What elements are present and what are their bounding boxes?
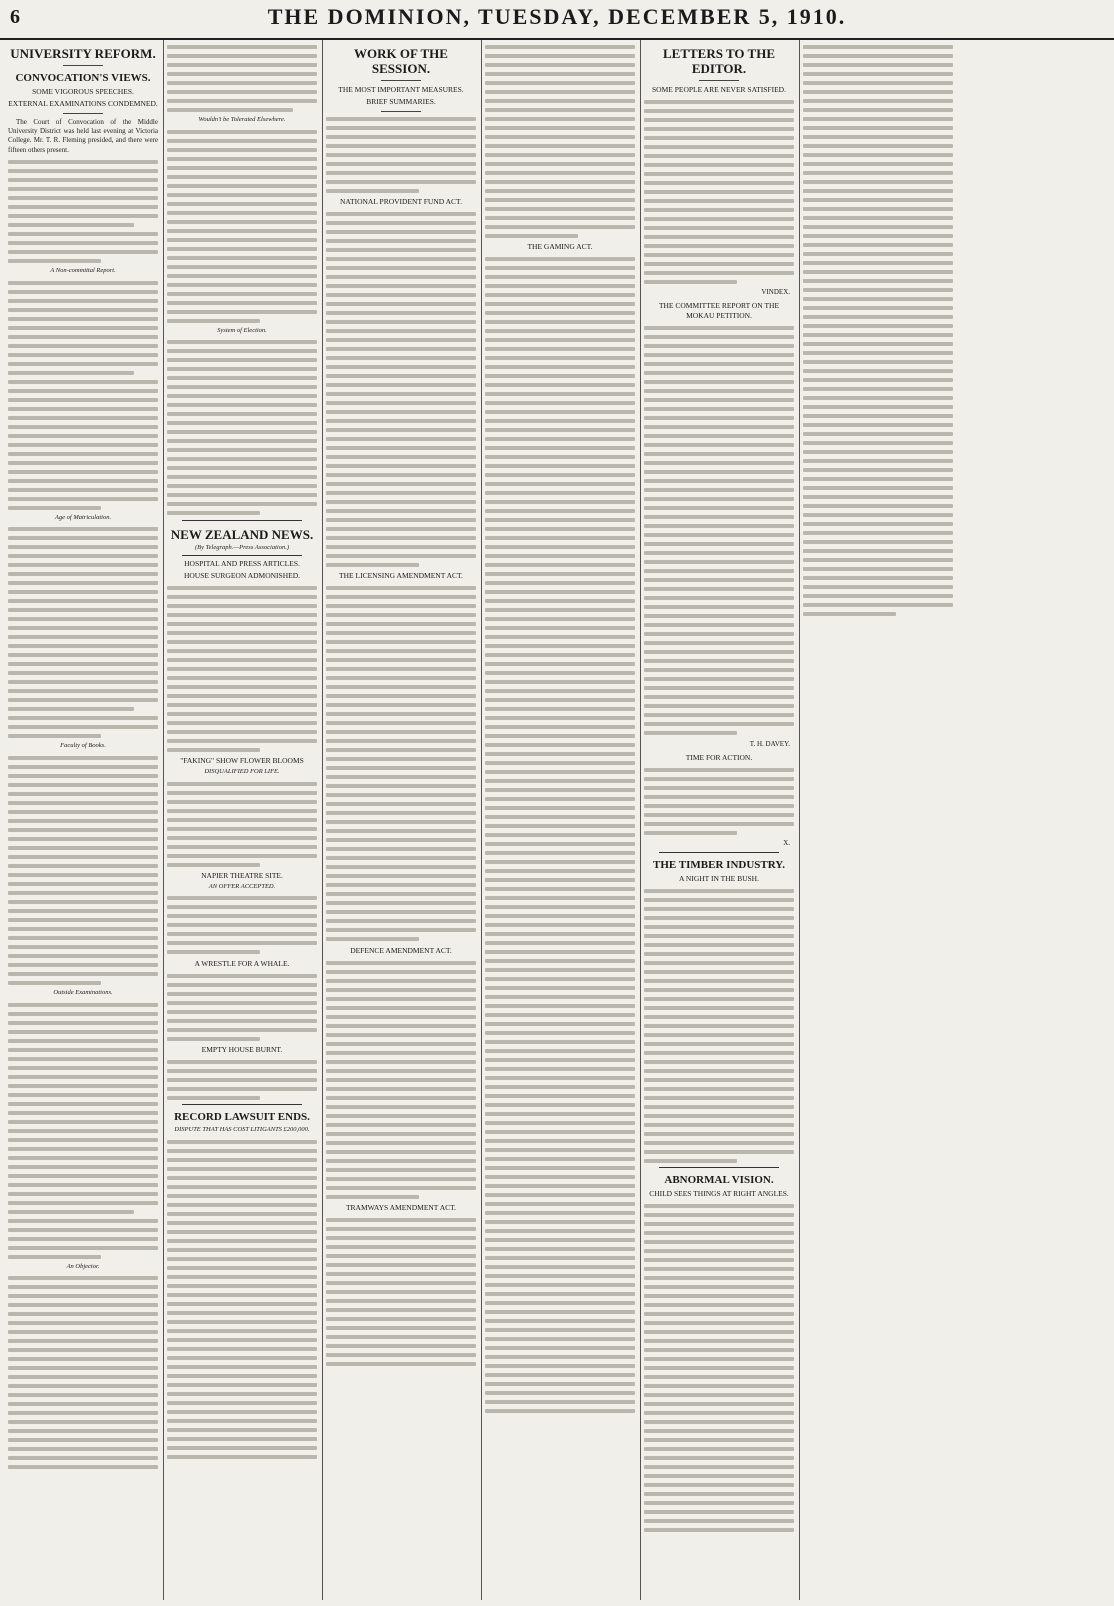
- column-5: [644, 40, 794, 1600]
- article-text: [326, 586, 476, 941]
- article-text: [167, 1060, 317, 1100]
- subhead-gaming: THE GAMING ACT.: [527, 242, 593, 252]
- article-text: [326, 212, 476, 567]
- separator: [182, 1104, 302, 1105]
- subhead-matriculation: Age of Matriculation.: [54, 513, 112, 521]
- article-text: [8, 281, 158, 510]
- article-text: [167, 45, 317, 112]
- columns: [0, 40, 1114, 1606]
- subhead-empty-house: EMPTY HOUSE BURNT.: [201, 1044, 283, 1054]
- subhead-election: System of Election.: [217, 326, 267, 334]
- headline-timber: THE TIMBER INDUSTRY.: [653, 859, 785, 872]
- subhead-objector: An Objector.: [66, 1262, 100, 1270]
- article-text: [167, 586, 317, 752]
- article-text: [167, 896, 317, 954]
- subhead-measures: THE MOST IMPORTANT MEASURES.: [338, 85, 464, 94]
- abnormal-vision-dek: CHILD SEES THINGS AT RIGHT ANGLES.: [649, 1189, 789, 1199]
- subhead-house-surgeon: HOUSE SURGEON ADMONISHED.: [183, 571, 301, 581]
- column-6: [803, 40, 953, 1600]
- article-text: [644, 768, 794, 835]
- article-text: [8, 1003, 158, 1259]
- column-rule: [799, 40, 800, 1600]
- subhead-offer: AN OFFER ACCEPTED.: [208, 882, 276, 890]
- column-3: [326, 40, 476, 1600]
- column-2: [167, 40, 317, 1600]
- subhead-whale: A WRESTLE FOR A WHALE.: [194, 958, 290, 968]
- article-text: [167, 974, 317, 1041]
- column-rule: [163, 40, 164, 1600]
- subhead-provident-fund: NATIONAL PROVIDENT FUND ACT.: [340, 197, 462, 207]
- separator: [63, 113, 103, 114]
- subhead-faking: "FAKING" SHOW FLOWER BLOOMS: [180, 756, 304, 766]
- article-text: [8, 756, 158, 985]
- article-text: [167, 782, 317, 867]
- subhead-speeches: SOME VIGOROUS SPEECHES.: [32, 87, 134, 96]
- article-text: [326, 117, 476, 193]
- record-lawsuit-dek: DISPUTE THAT HAS COST LITIGANTS £200,000.: [174, 1126, 310, 1133]
- article-text: [644, 100, 794, 284]
- headline-letters: LETTERS TO THE EDITOR.: [662, 46, 775, 76]
- separator: [63, 65, 103, 66]
- column-rule: [322, 40, 323, 1600]
- subhead-tramways: TRAMWAYS AMENDMENT ACT.: [345, 1202, 457, 1212]
- article-text: [485, 257, 635, 1413]
- timber-dek: A NIGHT IN THE BUSH.: [679, 874, 759, 884]
- page-number: 6: [10, 6, 20, 28]
- separator: [182, 520, 302, 521]
- article-text: [8, 1276, 158, 1469]
- subhead-napier: NAPIER THEATRE SITE.: [201, 870, 283, 880]
- headline-work-session: WORK OF THE SESSION.: [354, 46, 448, 76]
- article-text: [644, 326, 794, 735]
- column-rule: [481, 40, 482, 1600]
- column-rule: [640, 40, 641, 1600]
- separator: [659, 1167, 779, 1168]
- article-text: [167, 130, 317, 323]
- subhead-non-committal: A Non-committal Report.: [50, 267, 116, 274]
- letter-signature: X.: [783, 838, 790, 847]
- subhead-licensing: THE LICENSING AMENDMENT ACT.: [339, 571, 463, 581]
- article-text: [167, 340, 317, 515]
- column-4: [485, 40, 635, 1600]
- separator: [381, 111, 421, 112]
- article-text: [485, 45, 635, 238]
- article-text: [8, 160, 158, 263]
- separator: [182, 555, 302, 556]
- subhead-summaries: BRIEF SUMMARIES.: [366, 97, 436, 106]
- subhead-outside-exams: Outside Examinations.: [53, 989, 113, 997]
- headline-abnormal-vision: ABNORMAL VISION.: [664, 1174, 774, 1187]
- subhead-defence: DEFENCE AMENDMENT ACT.: [350, 945, 452, 955]
- letter-signature: VINDEX.: [761, 288, 790, 297]
- separator: [659, 852, 779, 853]
- article-text: [644, 889, 794, 1163]
- subhead-tolerated: Wouldn't be Tolerated Elsewhere.: [198, 116, 286, 124]
- subhead-external-exams: EXTERNAL EXAMINATIONS CONDEMNED.: [8, 99, 158, 108]
- subhead-mokau: THE COMMITTEE REPORT ON THE MOKAU PETITION.: [658, 301, 780, 321]
- article-text: [167, 1140, 317, 1459]
- masthead: [0, 0, 1114, 40]
- subhead-convocation: CONVOCATION'S VIEWS.: [15, 72, 151, 84]
- nz-news-dek: (By Telegraph.—Press Association.): [194, 543, 289, 551]
- headline-nz-news: NEW ZEALAND NEWS.: [170, 526, 314, 542]
- subhead-books: Faculty of Books.: [60, 742, 106, 750]
- column-1: [8, 40, 158, 1600]
- subhead-hospital: HOSPITAL AND PRESS ARTICLES.: [184, 559, 300, 569]
- separator: [699, 80, 739, 81]
- letter-signature: T. H. DAVEY.: [749, 739, 790, 748]
- article-text: [326, 1218, 476, 1366]
- article-text: [644, 1204, 794, 1532]
- subhead-disqualified: DISQUALIFIED FOR LIFE.: [204, 768, 280, 776]
- subhead-time-action: TIME FOR ACTION.: [685, 752, 753, 762]
- article-text: [326, 961, 476, 1199]
- subhead-never-satisfied: SOME PEOPLE ARE NEVER SATISFIED.: [652, 85, 786, 94]
- article-text: [803, 45, 953, 616]
- headline-university-reform: UNIVERSITY REFORM.: [10, 46, 156, 61]
- headline-record-lawsuit: RECORD LAWSUIT ENDS.: [174, 1111, 310, 1123]
- article-intro: The Court of Convocation of the Middle University District was held last evening at Victoria College. Mr. T. R. Fleming presided, and there were fifteen others present.: [8, 118, 158, 154]
- article-text: [8, 527, 158, 738]
- newspaper-title: THE DOMINION, TUESDAY, DECEMBER 5, 1910.: [267, 4, 847, 29]
- separator: [381, 80, 421, 81]
